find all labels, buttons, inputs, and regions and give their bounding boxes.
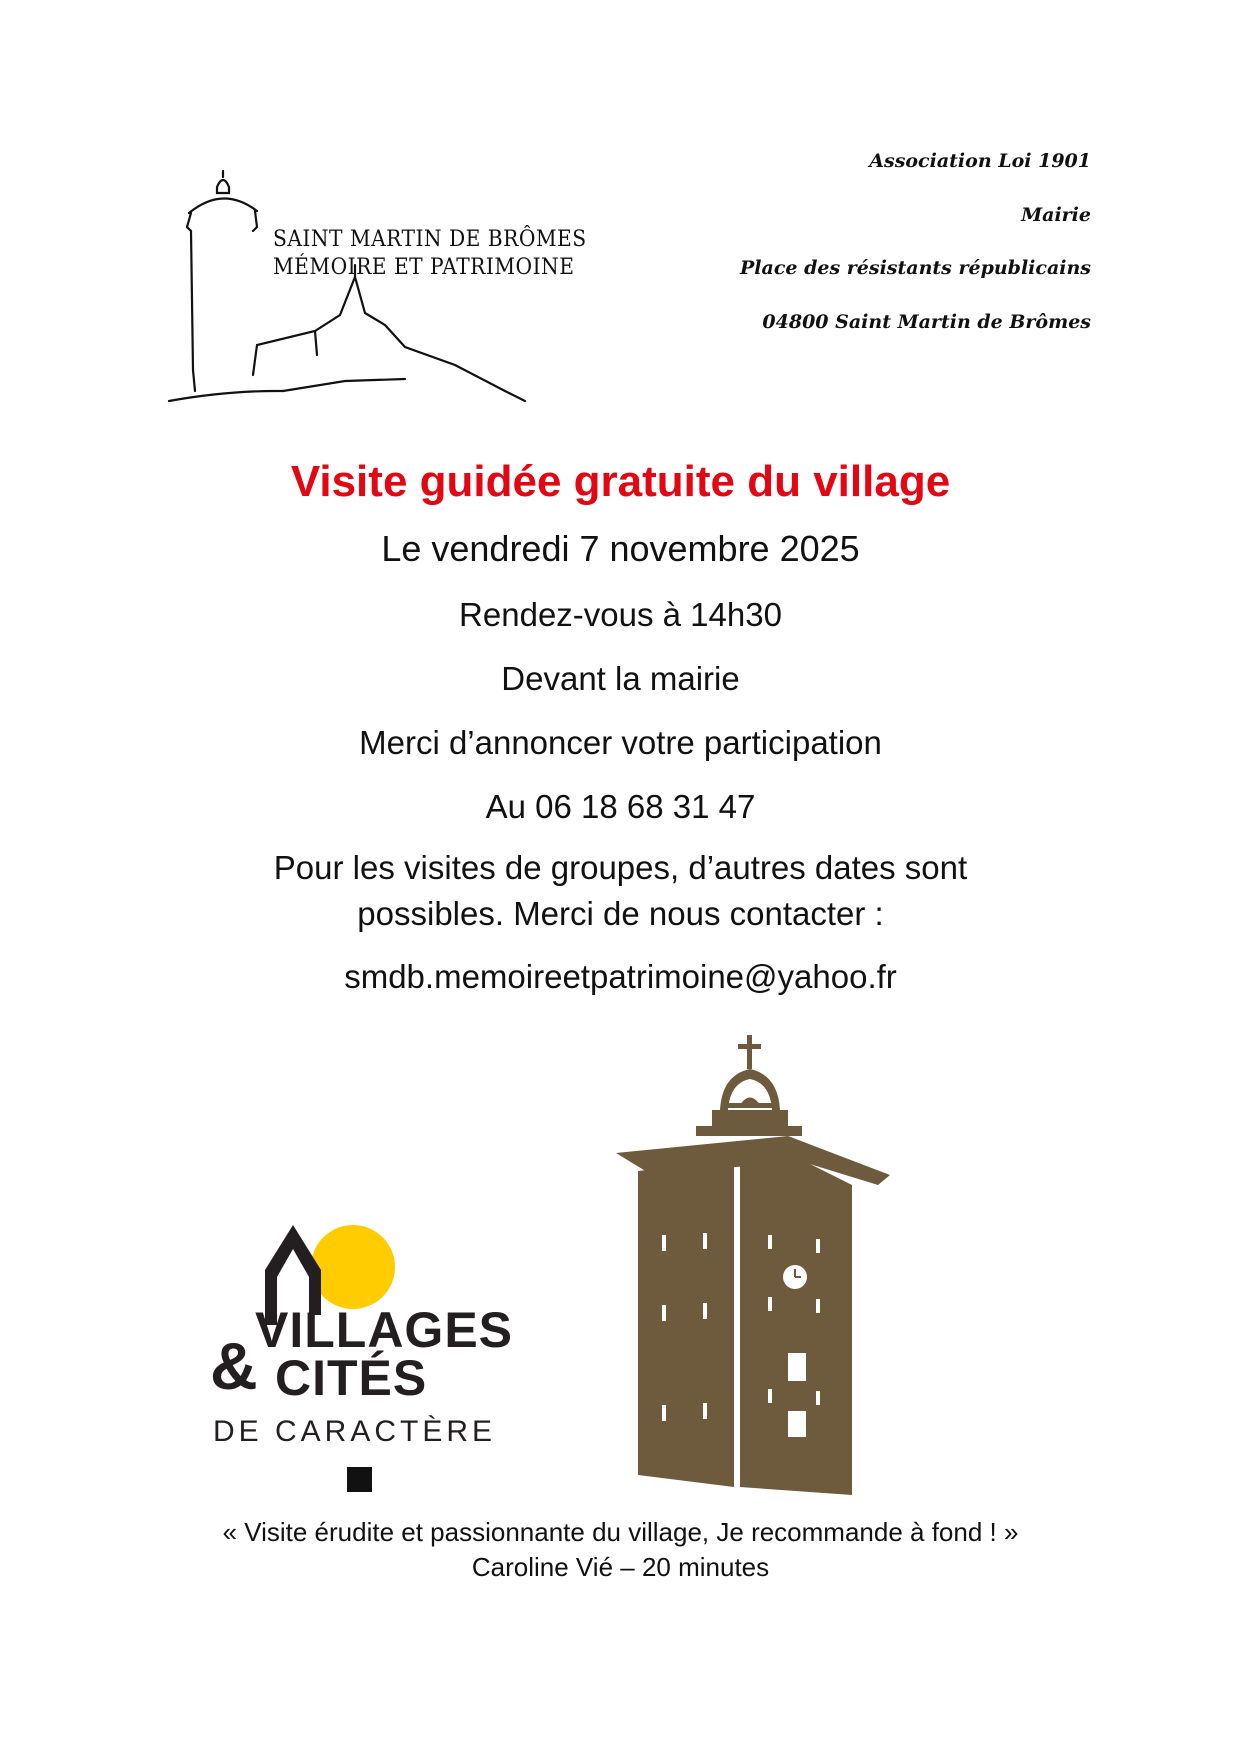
review-quote — [0, 1515, 1241, 1585]
address-line-city: 04800 Saint Martin de Brômes — [762, 310, 1091, 333]
logo-title: SAINT MARTIN DE BRÔMES — [273, 227, 587, 252]
tower-sketch-icon — [165, 165, 575, 415]
phone-number: Au 06 18 68 31 47 — [485, 788, 756, 825]
bell-tower-icon — [610, 1035, 890, 1495]
address-line-association: Association Loi 1901 — [869, 150, 1091, 172]
bell-tower-illustration — [610, 1035, 890, 1495]
contact-email: smdb.memoireetpatrimoine@yahoo.fr — [344, 958, 897, 995]
event-place: Devant la mairie — [501, 660, 740, 697]
event-date: Le vendredi 7 novembre 2025 — [381, 528, 860, 569]
villages-cites-logo — [205, 1215, 535, 1515]
address-block — [740, 148, 1091, 362]
address-line-mairie: Mairie — [1021, 203, 1091, 226]
logo-ampersand: & — [210, 1329, 258, 1403]
registration-note: Merci d’annoncer votre participation — [359, 724, 882, 761]
quote-text: « Visite érudite et passionnante du village, Je recommande à fond ! » — [222, 1517, 1019, 1547]
announcement — [0, 455, 1241, 997]
logo-word-caractere: DE CARACTÈRE — [213, 1415, 497, 1448]
logo-word-villages: VILLAGES — [255, 1302, 514, 1358]
groups-note: Pour les visites de groupes, d’autres dates sont possibles. Merci de nous contacter : — [273, 849, 968, 932]
logo-square — [347, 1467, 372, 1492]
logo-word-cites: CITÉS — [275, 1350, 428, 1406]
address-line-place: Place des résistants républicains — [740, 257, 1091, 279]
logo-subtitle: MÉMOIRE ET PATRIMOINE — [273, 255, 575, 280]
event-time: Rendez-vous à 14h30 — [459, 596, 782, 633]
quote-author: Caroline Vié – 20 minutes — [471, 1552, 770, 1582]
association-logo — [165, 165, 587, 415]
page-title: Visite guidée gratuite du village — [290, 457, 951, 506]
